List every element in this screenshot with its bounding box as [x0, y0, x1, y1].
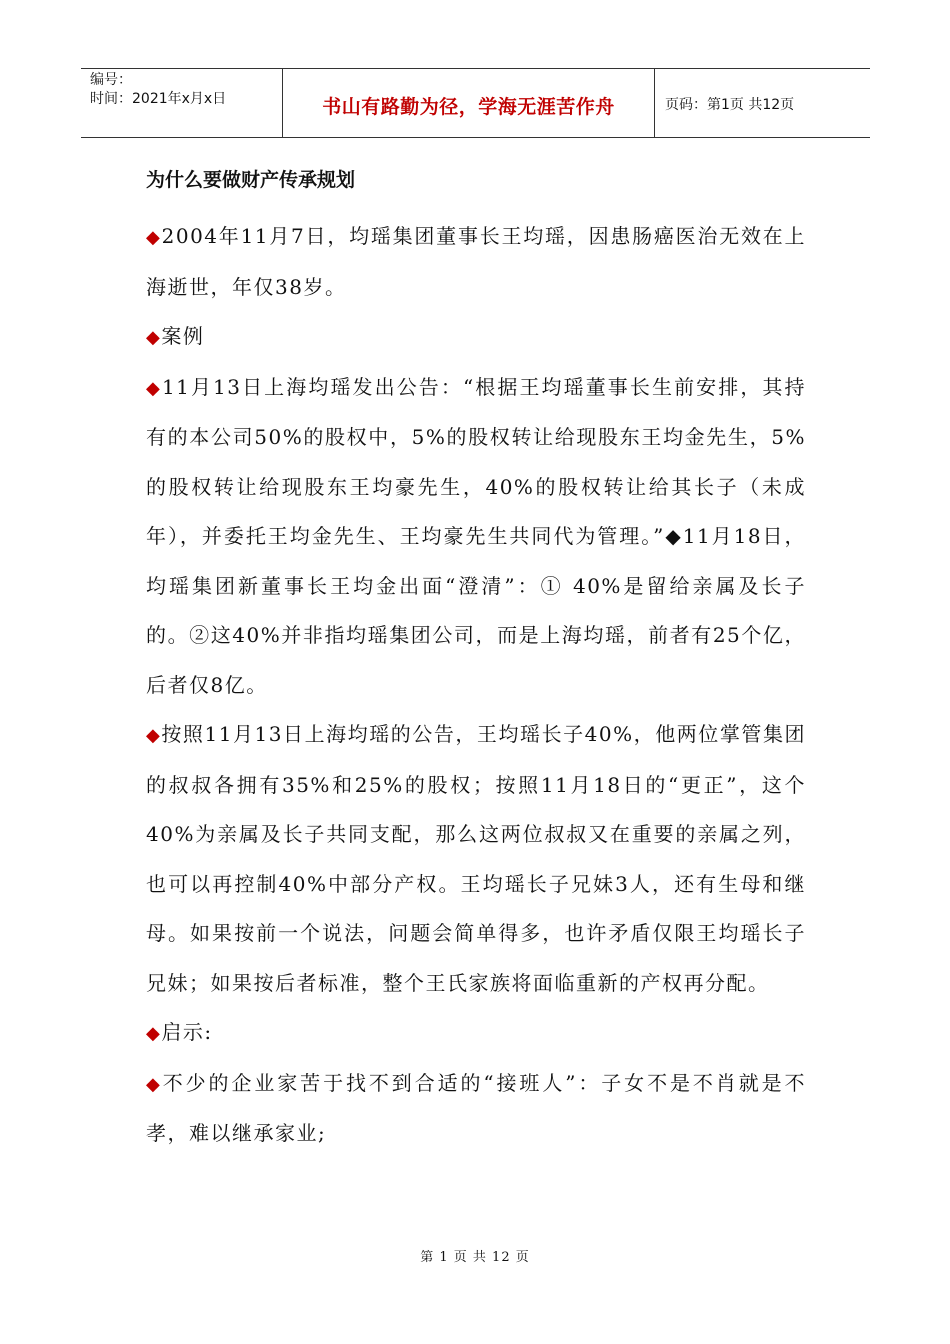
section-heading: 为什么要做财产传承规划 [146, 169, 356, 191]
page-footer: 第 1 页 共 12 页 [420, 1250, 530, 1265]
paragraph [146, 212, 806, 312]
diamond-bullet-icon: ◆ [146, 1073, 163, 1095]
paragraph-text: 不少的企业家苦于找不到合适的“接班人”：子女不是不肖就是不孝，难以继承家业; [146, 1070, 806, 1145]
document-number-label: 编号： [90, 72, 132, 88]
document-date: 时间：2021年x月x日 [90, 91, 227, 107]
header-motto-cell [283, 69, 655, 137]
paragraph-text: 11月13日上海均瑶发出公告：“根据王均瑶董事长生前安排，其持有的本公司50%的股权中，5%的股权转让给现股东王均金先生，5%的股权转让给现股东王均豪先生，40%的股权转让给其长子（未成年），并委托王均金先生、王均豪先生共同代为管理。”◆11月18日，均瑶集团新董事长王均金出面“澄清”：① 40%是留给亲属及长子的。②这40%并非指均瑶集团公司，而是上海均瑶，前者有25个亿，后者仅8亿。 [146, 374, 807, 697]
header-page-info-cell [655, 69, 870, 137]
header-page-info: 页码：第1页 共12页 [665, 97, 795, 113]
paragraph-text: 案例 [161, 324, 205, 348]
document-body [146, 162, 806, 1159]
diamond-bullet-icon: ◆ [146, 725, 162, 746]
paragraph-text: 按照11月13日上海均瑶的公告，王均瑶长子40%，他两位掌管集团的叔叔各拥有35%和25%的股权；按照11月18日的“更正”，这个40%为亲属及长子共同支配，那么这两位叔叔又在重要的亲属之列，也可以再控制40%中部分产权。王均瑶长子兄妹3人，还有生母和继母。如果按前一个说法，问题会简单得多，也许矛盾仅限王均瑶长子兄妹；如果按后者标准，整个王氏家族将面临重新的产权再分配。 [146, 722, 806, 995]
diamond-bullet-icon: ◆ [146, 377, 162, 399]
diamond-bullet-icon: ◆ [146, 227, 162, 248]
page-header [81, 68, 870, 138]
header-motto: 书山有路勤为径，学海无涯苦作舟 [322, 95, 615, 118]
paragraph [146, 710, 806, 1008]
diamond-bullet-icon: ◆ [146, 327, 162, 348]
paragraph-text: 启示: [161, 1020, 213, 1044]
diamond-bullet-icon: ◆ [146, 1023, 162, 1044]
paragraph [146, 312, 806, 363]
paragraph [146, 363, 806, 711]
paragraph-text: 2004年11月7日，均瑶集团董事长王均瑶，因患肠癌医治无效在上海逝世，年仅38岁。 [146, 224, 807, 299]
header-meta [81, 69, 283, 137]
paragraph [146, 1008, 806, 1059]
paragraph [146, 1059, 806, 1159]
